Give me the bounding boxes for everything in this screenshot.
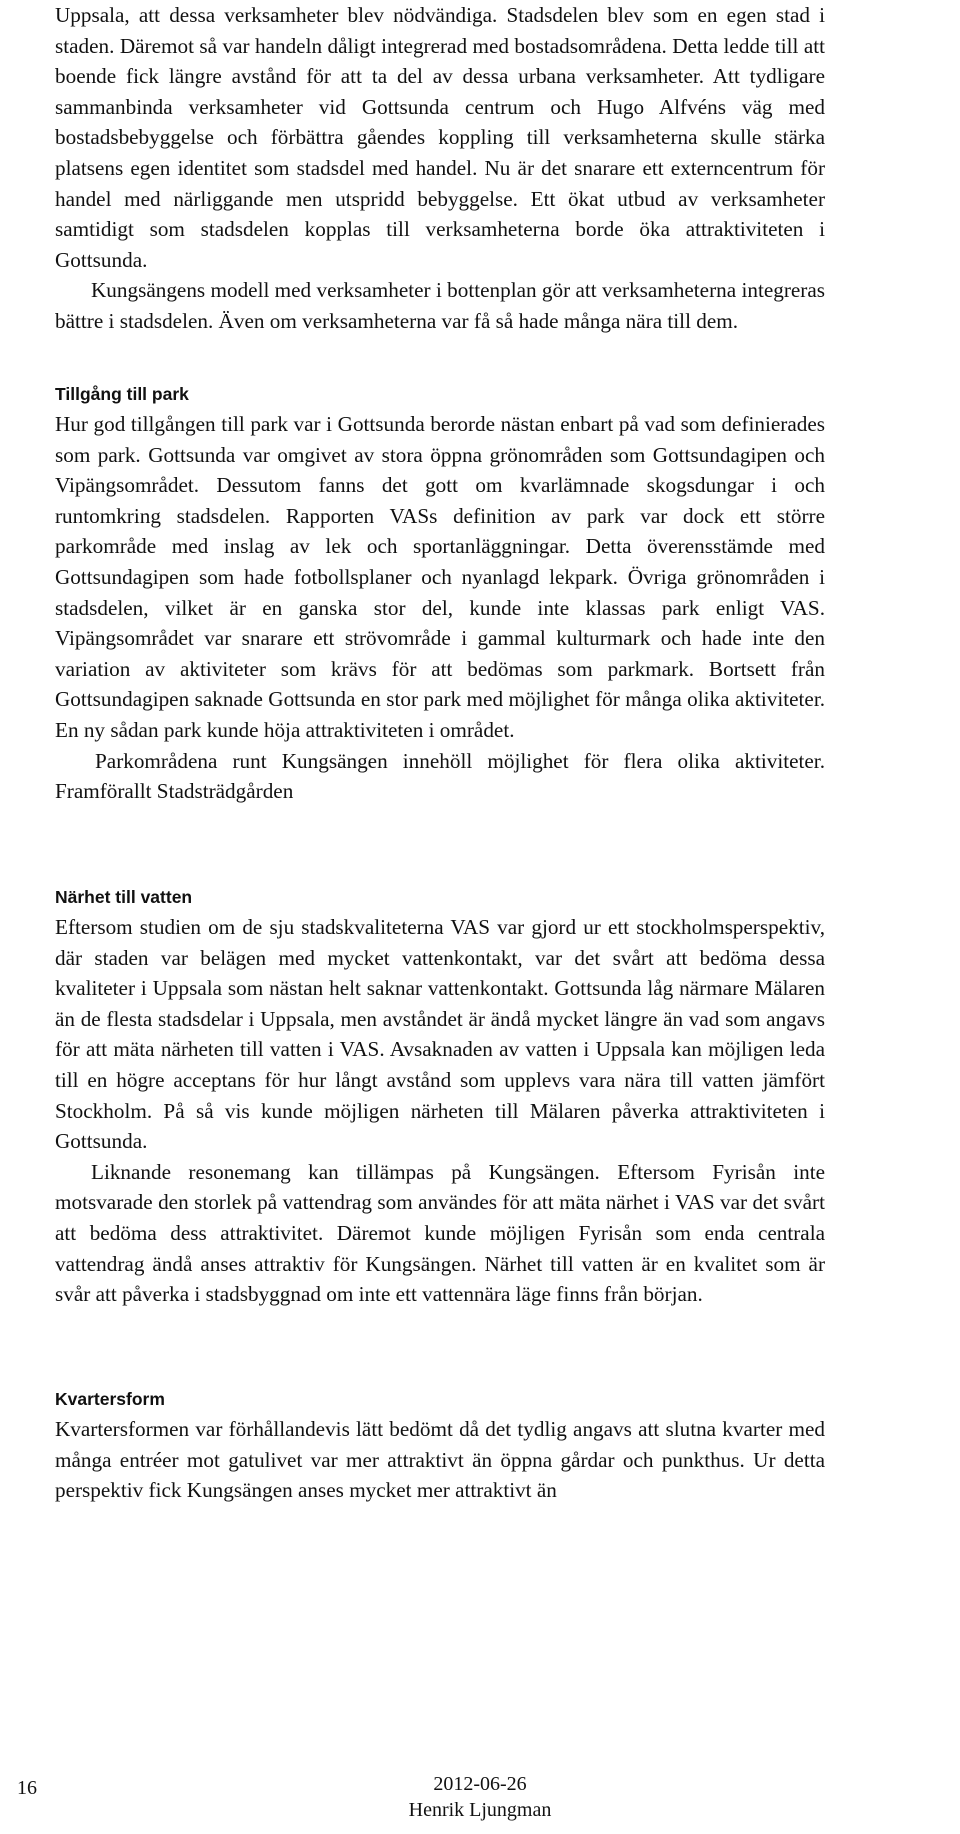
park-paragraph-2: Parkområdena runt Kungsängen innehöll möjlighet för flera olika aktiviteter. Framförallt Stadsträdgården bbox=[55, 748, 825, 804]
section-heading-block: Kvartersform bbox=[55, 1389, 165, 1409]
page-number: 16 bbox=[17, 1777, 37, 1799]
block-section bbox=[55, 1387, 825, 1411]
park-body bbox=[55, 409, 825, 807]
park-section bbox=[55, 382, 825, 406]
intro-paragraph-1: Uppsala, att dessa verksamheter blev nödvändiga. Stadsdelen blev som en egen stad i staden. Däremot så var handeln dåligt integrerad med bostadsområdena. Detta ledde till att boende fick längre avstånd för att ta del av dessa urbana verksamheter. Att tydligare sammanbinda verksamheter vid Gottsunda centrum och Hugo Alfvéns väg med bostadsbebyggelse och förbättra gåendes koppling till verksamheterna skulle stärka platsens egen identitet som stadsdel med handel. Nu är det snarare ett externcentrum för handel med närliggande men utspridd bebyggelse. Ett ökat utbud av verksamheter samtidigt som stadsdelen kopplas till verksamheterna borde öka attraktiviteten i Gottsunda. bbox=[55, 3, 825, 272]
footer-date: 2012-06-26 bbox=[433, 1773, 527, 1795]
intro-section bbox=[55, 0, 825, 337]
block-body bbox=[55, 1414, 825, 1506]
footer-author: Henrik Ljungman bbox=[408, 1799, 552, 1821]
intro-paragraph-2: Kungsängens modell med verksamheter i bottenplan gör att verksamheterna integreras bättre i stadsdelen. Även om verksamheterna var få så hade många nära till dem. bbox=[55, 278, 825, 333]
park-paragraph-1: Hur god tillgången till park var i Gottsunda berorde nästan enbart på vad som definierades som park. Gottsunda var omgivet av stora öppna grönområden som Gottsundagipen och Vipängsområdet. Dessutom fanns det gott om kvarlämnade skogsdungar i och runtomkring stadsdelen. Rapporten VASs definition av park var dock ett större parkområde med inslag av lek och sportanläggningar. Detta överensstämde med Gottsundagipen som hade fotbollsplaner och nyanlagd lekpark. Övriga grönområden i stadsdelen, vilket är en ganska stor del, kunde inte klassas park enligt VAS. Vipängsområdet var snarare ett strövområde i gammal kulturmark och hade inte den variation av aktiviteter som krävs för att bedömas som parkmark. Bortsett från Gottsundagipen saknade Gottsunda en stor park med möjlighet för många olika aktiviteter. En ny sådan park kunde höja attraktiviteten i området. bbox=[55, 412, 825, 742]
block-paragraph-1: Kvartersformen var förhållandevis lätt bedömt då det tydlig angavs att slutna kvarter med många entréer mot gatulivet var mer attraktivt än öppna gårdar och punkthus. Ur detta perspektiv fick Kungsängen anses mycket mer attraktivt än bbox=[55, 1417, 825, 1503]
water-body bbox=[55, 912, 825, 1310]
section-heading-park: Tillgång till park bbox=[55, 384, 189, 404]
water-section bbox=[55, 885, 825, 909]
water-paragraph-2: Liknande resonemang kan tillämpas på Kungsängen. Eftersom Fyrisån inte motsvarade den storlek på vattendrag som användes för att mäta närhet i VAS var det svårt att bedöma dess attraktivitet. Däremot kunde möjligen Fyrisån som enda centrala vattendrag ändå anses attraktiv för Kungsängen. Närhet till vatten är en kvalitet som är svår att påverka i stadsbyggnad om inte ett vattennära läge finns från början. bbox=[55, 1159, 825, 1307]
water-paragraph-1: Eftersom studien om de sju stadskvaliteterna VAS var gjord ur ett stockholmsperspektiv, där staden var belägen med mycket vattenkontakt, var det svårt att bedöma dessa kvaliteter i Uppsala som nästan helt saknar vattenkontakt. Gottsunda låg närmare Mälaren än de flesta stadsdelar i Uppsala, men avståndet är ändå mycket längre än vad som angavs för att mäta närheten till vatten i VAS. Avsaknaden av vatten i Uppsala kan möjligen leda till en högre acceptans för hur långt avstånd som upplevs vara nära till vatten jämfört Stockholm. På så vis kunde möjligen närheten till Mälaren påverka attraktiviteten i Gottsunda. bbox=[55, 915, 825, 1154]
section-heading-water: Närhet till vatten bbox=[55, 887, 193, 907]
